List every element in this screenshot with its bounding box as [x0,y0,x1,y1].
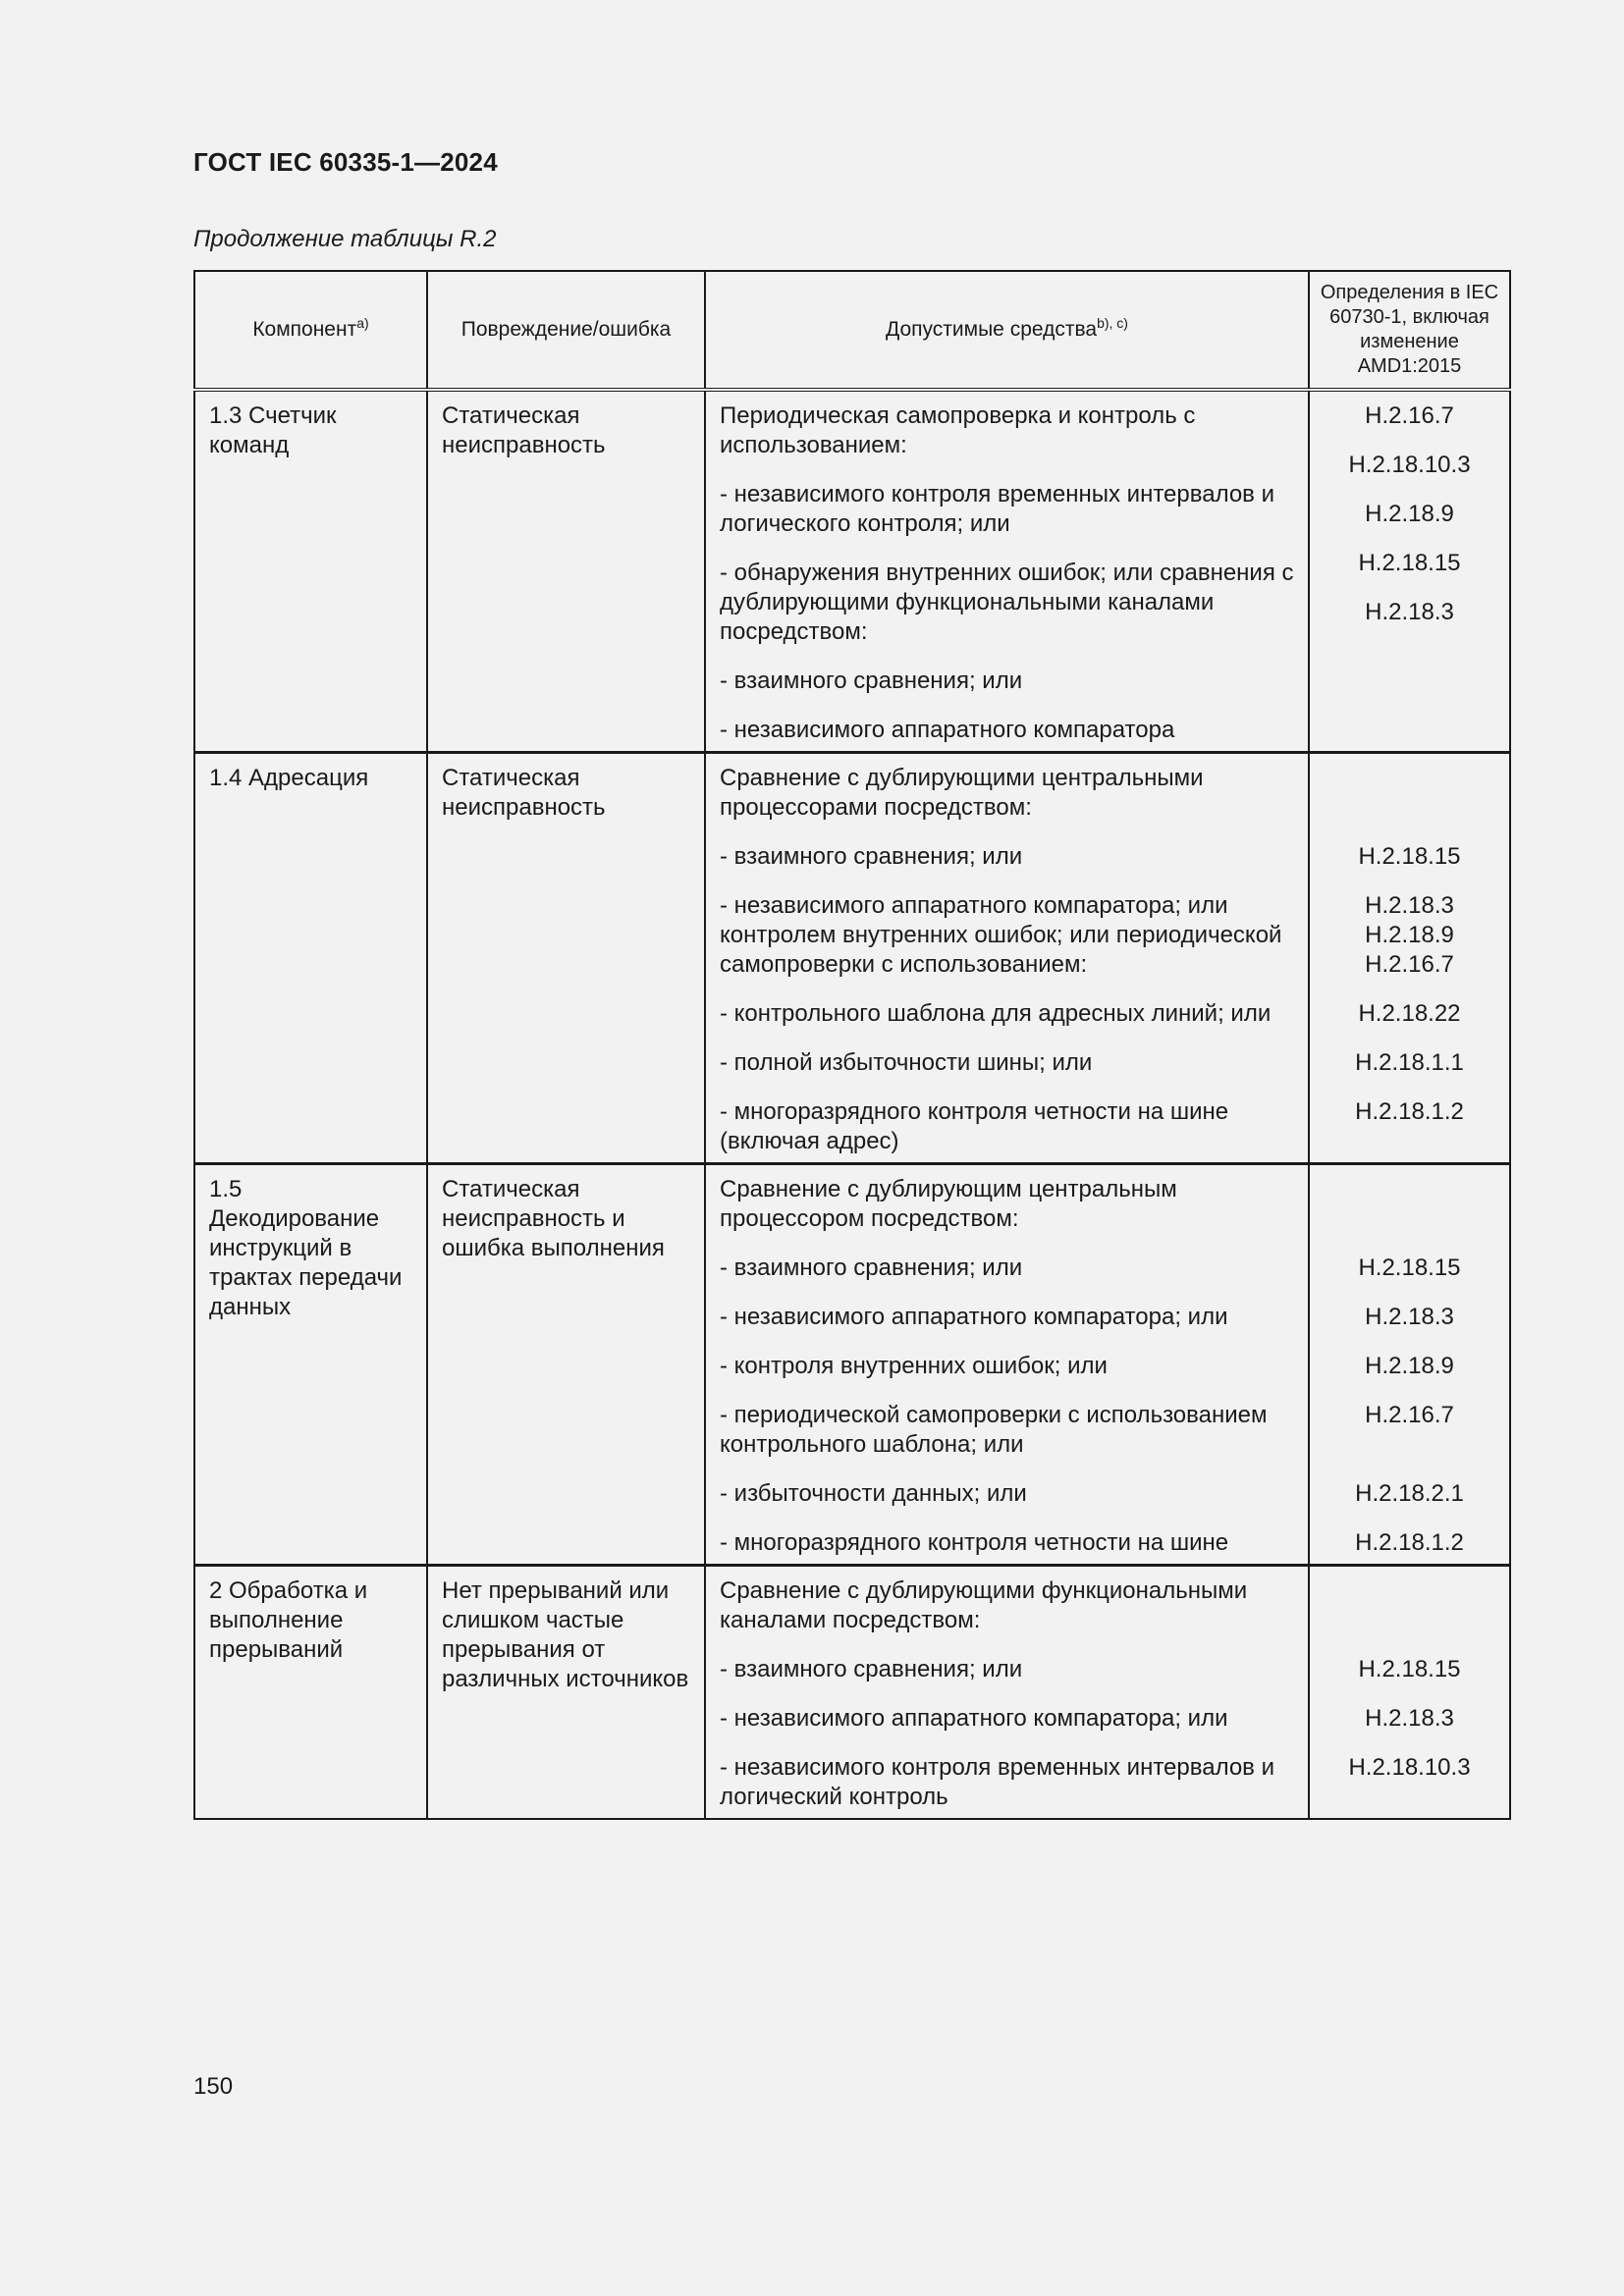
means-item: - многоразрядного контроля четности на шине [720,1529,1229,1556]
means-item: - обнаружения внутренних ошибок; или сравнения с дублирующими функциональными каналами посредством: [720,560,1294,645]
means-item: Периодическая самопроверка и контроль с использованием: [720,402,1196,458]
component-cell: 1.3 Счетчик команд [194,390,427,753]
definition-ref: H.2.18.3 [1365,1705,1454,1732]
definition-ref [1324,1576,1495,1635]
definitions-cell [1309,1164,1510,1566]
means-item: - многоразрядного контроля четности на шине (включая адрес) [720,1098,1229,1154]
definitions-cell [1309,1566,1510,1820]
means-cell [705,390,1309,753]
means-item: Сравнение с дублирующими центральными процессорами посредством: [720,765,1204,821]
definition-ref: H.2.18.9 [1365,1353,1454,1379]
definition-ref: H.2.18.2.1 [1355,1480,1464,1507]
table-row [194,390,1510,753]
means-item: - независимого аппаратного компаратора; или [720,1304,1228,1330]
definition-ref: H.2.18.9 [1365,501,1454,527]
header-definitions: Определения в IEC 60730-1, включая изменение AMD1:2015 [1309,271,1510,390]
table-header-row [194,271,1510,390]
table-caption: Продолжение таблицы R.2 [193,226,497,252]
definition-ref: H.2.18.15 [1358,550,1461,576]
means-item: - избыточности данных; или [720,1480,1027,1507]
definition-ref: H.2.18.1.1 [1355,1049,1464,1076]
definitions-cell [1309,753,1510,1164]
means-item: - взаимного сравнения; или [720,667,1023,694]
means-item: Сравнение с дублирующим центральным процессором посредством: [720,1176,1177,1232]
definitions-cell [1309,390,1510,753]
component-cell: 1.5 Декодирование инструкций в трактах передачи данных [194,1164,427,1566]
fault-cell: Статическая неисправность [427,390,705,753]
definition-ref: H.2.18.10.3 [1348,1754,1471,1781]
means-cell [705,753,1309,1164]
definition-ref: H.2.18.1.2 [1355,1098,1464,1125]
means-item: - взаимного сравнения; или [720,1656,1023,1682]
header-fault: Повреждение/ошибка [427,271,705,390]
means-item: - контрольного шаблона для адресных линий; или [720,1000,1272,1027]
table-row [194,1164,1510,1566]
definition-ref: H.2.18.15 [1358,1656,1461,1682]
definition-ref [1324,1175,1495,1234]
means-item: - независимого контроля временных интервалов и логического контроля; или [720,481,1275,537]
fault-cell: Статическая неисправность и ошибка выполнения [427,1164,705,1566]
means-item: - независимого аппаратного компаратора [720,717,1175,743]
definition-ref: H.2.18.3 [1365,599,1454,625]
means-item: - взаимного сравнения; или [720,1255,1023,1281]
fault-cell: Статическая неисправность [427,753,705,1164]
definition-ref: H.2.18.3 H.2.18.9 H.2.16.7 [1365,892,1454,978]
header-component: Компонент$^{a)}$ [194,271,427,390]
definition-ref: H.2.18.1.2 [1355,1529,1464,1556]
definition-ref: H.2.18.10.3 [1348,452,1471,478]
means-cell [705,1164,1309,1566]
means-item: - контроля внутренних ошибок; или [720,1353,1108,1379]
definition-ref: H.2.18.3 [1365,1304,1454,1330]
component-cell: 1.4 Адресация [194,753,427,1164]
table-row [194,753,1510,1164]
means-item: - взаимного сравнения; или [720,843,1023,870]
document-title: ГОСТ IEC 60335-1—2024 [193,147,498,177]
means-item: - независимого аппаратного компаратора; или [720,1705,1228,1732]
page-number: 150 [193,2073,234,2100]
definition-ref [1324,764,1495,823]
means-cell [705,1566,1309,1820]
table-row [194,1566,1510,1820]
fault-cell: Нет прерываний или слишком частые прерывания от различных источников [427,1566,705,1820]
definition-ref: H.2.16.7 [1365,402,1454,429]
means-item: - периодической самопроверки с использованием контрольного шаблона; или [720,1402,1268,1458]
definition-ref: H.2.16.7 [1365,1402,1454,1428]
definition-ref: H.2.18.22 [1358,1000,1461,1027]
requirements-table [193,270,1511,1820]
means-item: Сравнение с дублирующими функциональными каналами посредством: [720,1577,1248,1633]
means-item: - независимого контроля временных интервалов и логический контроль [720,1754,1275,1810]
definition-ref: H.2.18.15 [1358,1255,1461,1281]
header-means: Допустимые средства$^{b), c)}$ [705,271,1309,390]
means-item: - полной избыточности шины; или [720,1049,1093,1076]
definition-ref: H.2.18.15 [1358,843,1461,870]
component-cell: 2 Обработка и выполнение прерываний [194,1566,427,1820]
means-item: - независимого аппаратного компаратора; или контролем внутренних ошибок; или периодической самопроверки с использованием: [720,892,1282,978]
